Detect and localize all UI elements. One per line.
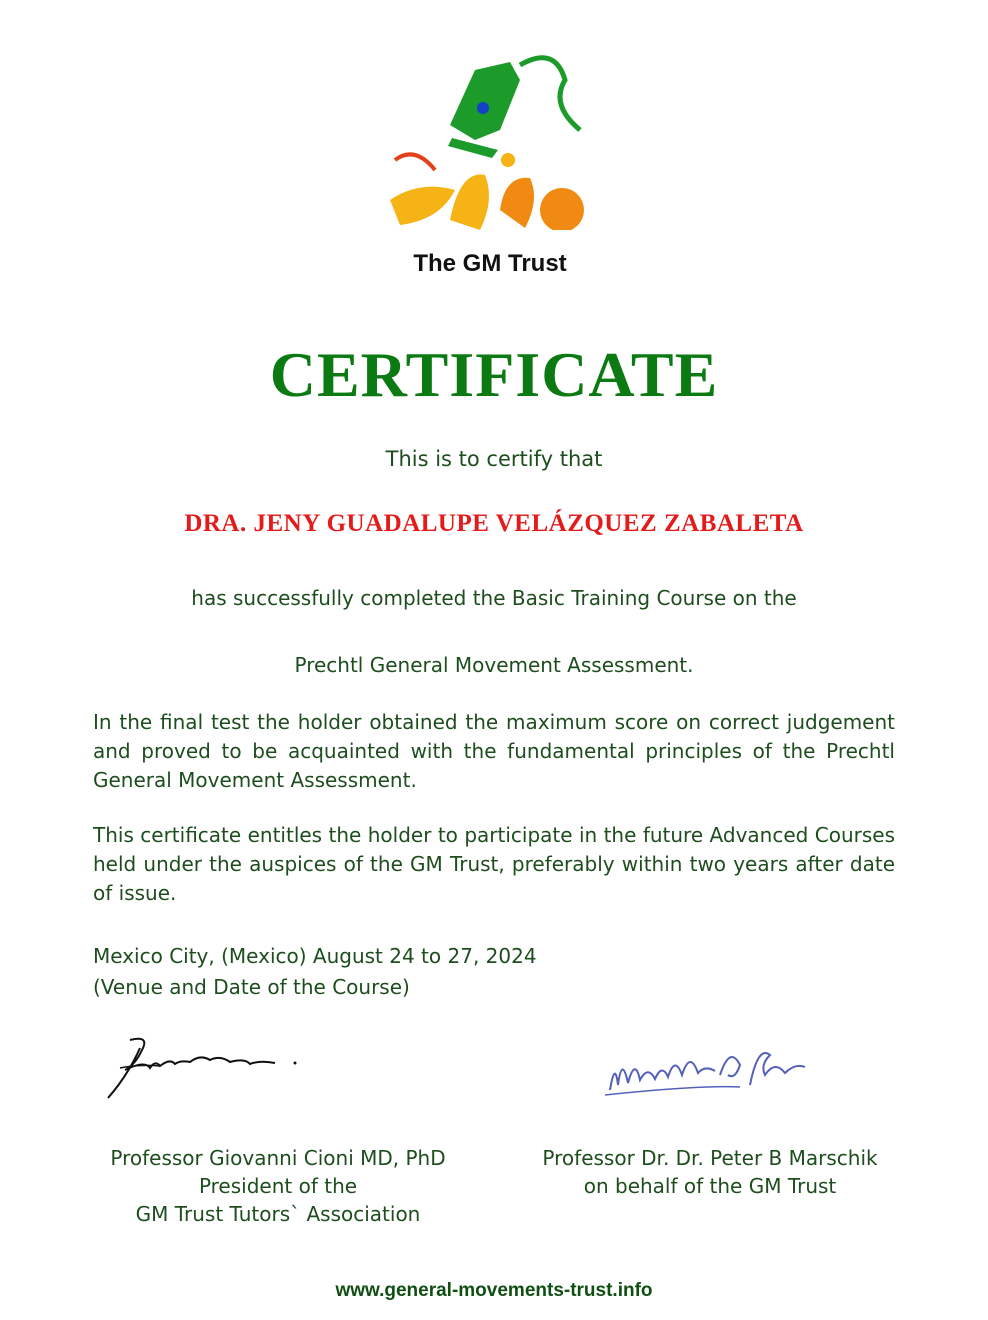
course-name: Prechtl General Movement Assessment. <box>294 653 694 677</box>
logo-green-tail <box>520 58 580 130</box>
signatory-marschik <box>520 1144 900 1200</box>
signatory-organization: GM Trust Tutors` Association <box>135 1202 421 1226</box>
logo-yellow-shape-2 <box>450 175 489 230</box>
logo-yellow-dot <box>501 153 515 167</box>
test-paragraph: In the final test the holder obtained the maximum score on correct judgement and proved to be acquainted with the fundamental principles of the Prechtl General Movement Assessment. <box>93 710 895 792</box>
logo-blue-dot <box>477 102 489 114</box>
logo-orange-shape <box>500 178 534 228</box>
signatory-cioni <box>83 1144 473 1228</box>
completion-statement: has successfully completed the Basic Training Course on the <box>191 586 797 610</box>
logo-green-shape <box>450 62 520 140</box>
signatory-role: President of the <box>198 1174 358 1198</box>
logo-red-stroke <box>395 154 435 170</box>
signature-marschik <box>600 1035 815 1105</box>
recipient-name: DRA. JENY GUADALUPE VELÁZQUEZ ZABALETA <box>184 510 804 537</box>
venue-caption: (Venue and Date of the Course) <box>93 975 410 999</box>
venue-block <box>93 941 537 1003</box>
certificate-title: CERTIFICATE <box>269 339 719 410</box>
signature-cioni <box>100 1030 310 1105</box>
website-link[interactable]: www.general-movements-trust.info <box>335 1280 653 1301</box>
gm-trust-logo <box>380 50 590 230</box>
logo-orange-ball <box>540 188 584 230</box>
logo-green-stripe <box>448 138 498 158</box>
entitlement-paragraph: This certificate entitles the holder to participate in the future Advanced Courses held under the auspices of the GM Trust, preferably within two years after date of issue. <box>93 823 895 905</box>
signatory-name: Professor Dr. Dr. Peter B Marschik <box>542 1146 878 1170</box>
signatory-role: on behalf of the GM Trust <box>583 1174 837 1198</box>
logo-yellow-shape-1 <box>390 187 455 225</box>
venue-line: Mexico City, (Mexico) August 24 to 27, 2024 <box>93 944 537 968</box>
certify-intro: This is to certify that <box>385 447 603 471</box>
signatory-name: Professor Giovanni Cioni MD, PhD <box>110 1146 446 1170</box>
logo-text: The GM Trust <box>413 250 567 277</box>
